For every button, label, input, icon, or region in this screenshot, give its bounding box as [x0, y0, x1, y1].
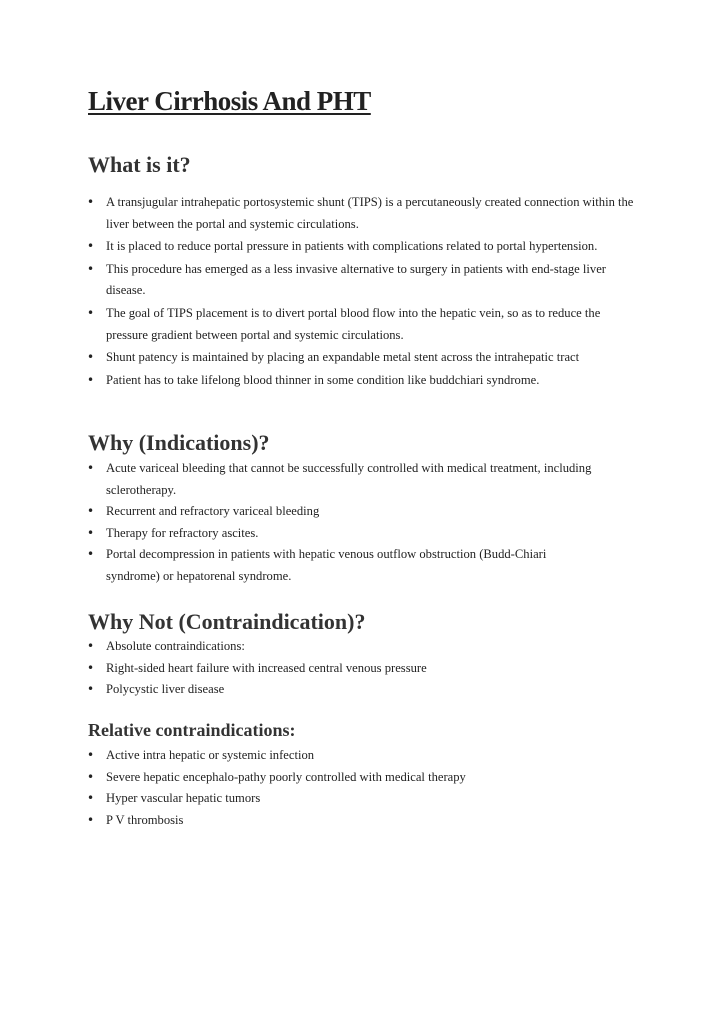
list-item: • Hyper vascular hepatic tumors [0, 788, 640, 810]
list-item: • Severe hepatic encephalo-pathy poorly controlled with medical therapy [0, 767, 640, 789]
list-item: • P V thrombosis [0, 810, 640, 832]
list-item: • It is placed to reduce portal pressure in patients with complications related to portal hypertension. [0, 236, 645, 258]
list-item: • A transjugular intrahepatic portosystemic shunt (TIPS) is a percutaneously created connection within the liver between the portal and systemic circulations. [0, 192, 645, 235]
list-item: • Absolute contraindications: [0, 636, 640, 658]
list-item: • Polycystic liver disease [0, 679, 640, 701]
section-heading-indications: Why (Indications)? [88, 430, 270, 455]
list-item: • Shunt patency is maintained by placing an expandable metal stent across the intrahepatic tract [0, 347, 645, 369]
list-item: • Active intra hepatic or systemic infection [0, 745, 640, 767]
list-item: • Acute variceal bleeding that cannot be successfully controlled with medical treatment, including sclerotherapy. [0, 458, 600, 501]
section-heading-what-is-it: What is it? [88, 152, 191, 177]
section-heading-contraindication: Why Not (Contraindication)? [88, 609, 366, 634]
list-item: • Right-sided heart failure with increased central venous pressure [0, 658, 640, 680]
relative-contraindications-list [0, 745, 640, 832]
list-item: • Recurrent and refractory variceal bleeding [0, 501, 600, 523]
list-item: • Patient has to take lifelong blood thinner in some condition like buddchiari syndrome. [0, 370, 645, 392]
list-item: • Therapy for refractory ascites. [0, 523, 600, 545]
section-heading-relative-contraindications: Relative contraindications: [88, 720, 296, 740]
what-is-it-list [0, 192, 645, 392]
contraindication-list [0, 636, 640, 701]
document-title: Liver Cirrhosis And PHT [88, 86, 371, 116]
list-item: • The goal of TIPS placement is to divert portal blood flow into the hepatic vein, so as to reduce the pressure gradient between portal and systemic circulations. [0, 303, 645, 346]
indications-list [0, 458, 600, 588]
list-item: • Portal decompression in patients with hepatic venous outflow obstruction (Budd-Chiari syndrome) or hepatorenal syndrome. [0, 544, 600, 587]
list-item: • This procedure has emerged as a less invasive alternative to surgery in patients with end-stage liver disease. [0, 259, 645, 302]
